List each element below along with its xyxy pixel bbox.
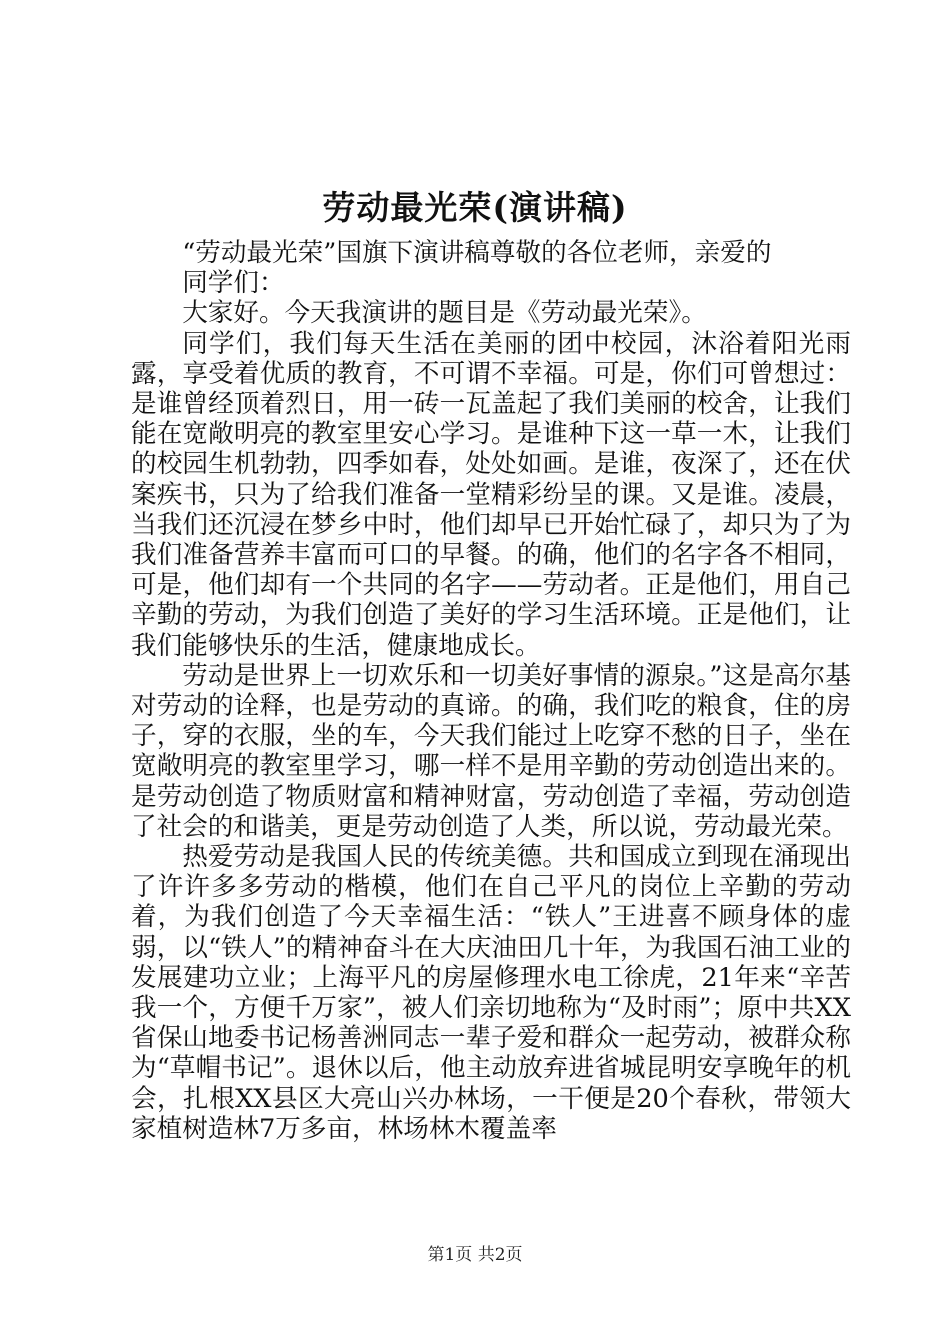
paragraph-greeting: 大家好。今天我演讲的题目是《劳动最光荣》。 <box>182 298 707 329</box>
paragraph-salutation: 同学们： <box>182 268 285 299</box>
document-title: 劳动最光荣(演讲稿) <box>322 188 628 227</box>
paragraph-body-1: 同学们，我们每天生活在美丽的团中校园，沐浴着阳光雨露，享受着优质的教育，不可谓不幸福。可是，你们可曾想过：是谁曾经顶着烈日，用一砖一瓦盖起了我们美丽的校舍，让我们能在宽敞明亮的教室里安心学习。是谁种下这一草一木，让我们的校园生机勃勃，四季如春，处处如画。是谁，夜深了，还在伏案疾书，只为了给我们准备一堂精彩纷呈的课。又是谁。凌晨，当我们还沉浸在梦乡中时，他们却早已开始忙碌了，却只为了为我们准备营养丰富而可口的早餐。的确，他们的名字各不相同，可是，他们却有一个共同的名字——劳动者。正是他们，用自己辛勤的劳动，为我们创造了美好的学习生活环境。正是他们，让我们能够快乐的生活，健康地成长。 <box>131 328 851 661</box>
paragraph-intro: “劳动最光荣”国旗下演讲稿尊敬的各位老师，亲爱的 <box>182 238 772 268</box>
page-footer: 第1页 共2页 <box>427 1245 523 1265</box>
paragraph-body-3: 热爱劳动是我国人民的传统美德。共和国成立到现在涌现出了许许多多劳动的楷模，他们在自己平凡的岗位上辛勤的劳动着，为我们创造了今天幸福生活：“铁人”王进喜不顾身体的虚弱，以“铁人”的精神奋斗在大庆油田几十年，为我国石油工业的发展建功立业；上海平凡的房屋修理水电工徐虎，21年来“辛苦我一个，方便千万家”，被人们亲切地称为“及时雨”；原中共XX省保山地委书记杨善洲同志一辈子爱和群众一起劳动，被群众称为“草帽书记”。退休以后，他主动放弃进省城昆明安享晚年的机会，扎根XX县区大亮山兴办林场，一干便是20个春秋，带领大家植树造林7万多亩，林场林木覆盖率 <box>131 842 851 1144</box>
document-body <box>131 238 851 1144</box>
paragraph-body-2: 劳动是世界上一切欢乐和一切美好事情的源泉。”这是高尔基对劳动的诠释，也是劳动的真谛。的确，我们吃的粮食，住的房子，穿的衣服，坐的车，今天我们能过上吃穿不愁的日子，坐在宽敞明亮的教室里学习，哪一样不是用辛勤的劳动创造出来的。是劳动创造了物质财富和精神财富，劳动创造了幸福，劳动创造了社会的和谐美，更是劳动创造了人类，所以说，劳动最光荣。 <box>131 660 851 842</box>
